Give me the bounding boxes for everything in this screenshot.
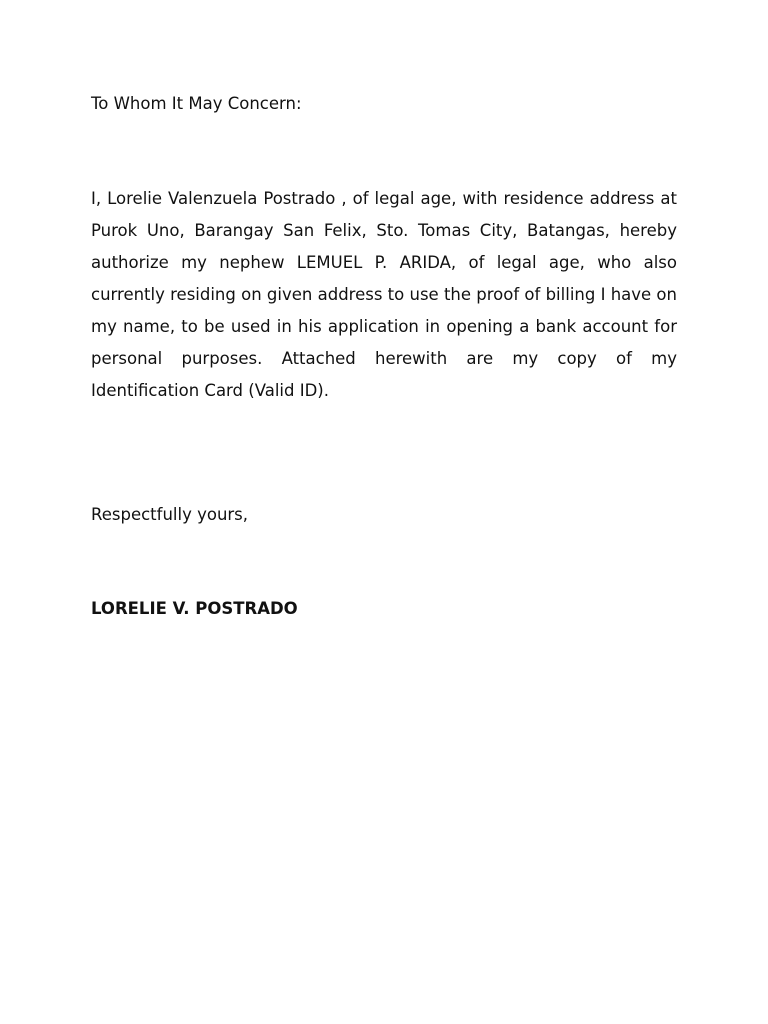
letter-signatory-name: LORELIE V. POSTRADO bbox=[91, 599, 298, 618]
letter-body-paragraph: I, Lorelie Valenzuela Postrado , of legal age, with residence address at Purok Uno, Barangay San Felix, Sto. Tomas City, Batangas, hereby authorize my nephew LEMUEL P. ARIDA, of legal age, who also currently residing on given address to use the proof of billing I have on my name, to be used in his application in opening a bank account for personal purposes. Attached herewith are my copy of my Identification Card (Valid ID). bbox=[91, 189, 677, 400]
letter-closing: Respectfully yours, bbox=[91, 505, 249, 524]
letter-salutation: To Whom It May Concern: bbox=[91, 94, 302, 113]
